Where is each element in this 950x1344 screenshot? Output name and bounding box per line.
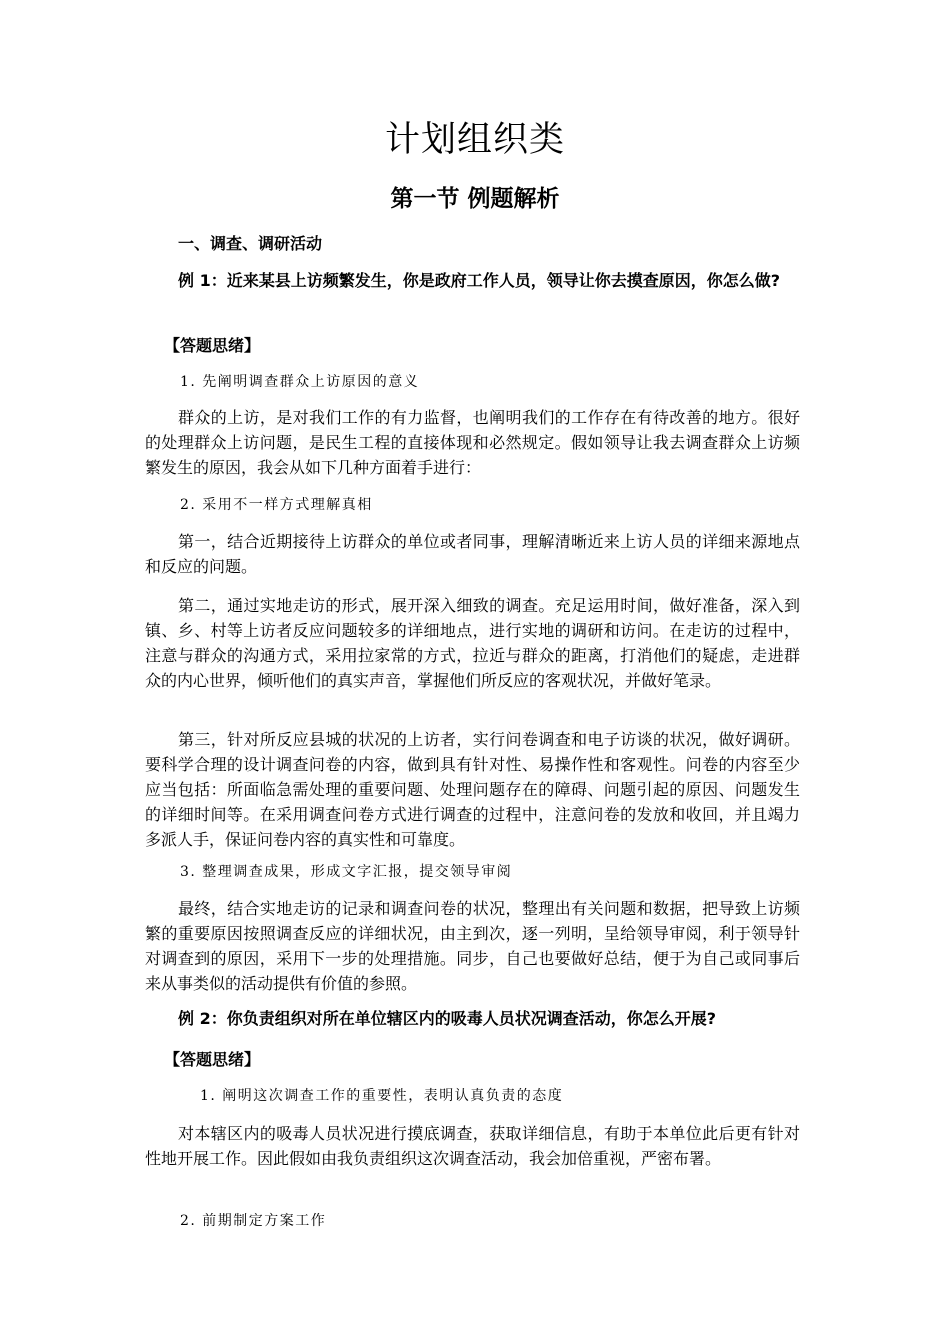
example-question-1: 例 1：近来某县上访频繁发生，你是政府工作人员，领导让你去摸查原因，你怎么做? [178,271,780,290]
section-heading: 第一节 例题解析 [390,186,560,212]
point-2-2: 2. 前期制定方案工作 [180,1213,327,1229]
point-2-1: 1. 阐明这次调查工作的重要性，表明认真负责的态度 [200,1088,564,1104]
paragraph-5: 最终，结合实地走访的记录和调查问卷的状况，整理出有关问题和数据，把导致上访频繁的重要原因按照调查反应的详细状况，由主到次，逐一列明，呈给领导审阅，利于领导针对调查到的原因，采用下一步的处理措施。同步，自己也要做好总结，便于为自己或同事后来从事类似的活动提供有价值的参照。 [145,899,800,993]
paragraph-4: 第三，针对所反应县城的状况的上访者，实行问卷调查和电子访谈的状况，做好调研。要科学合理的设计调查问卷的内容，做到具有针对性、易操作性和客观性。问卷的内容至少应当包括：所面临急需处理的重要问题、处理问题存在的障碍、问题引起的原因、问题发生的详细时间等。在采用调查问卷方式进行调查的过程中，注意问卷的发放和收回，并且竭力多派人手，保证问卷内容的真实性和可靠度。 [145,730,800,849]
page-title: 计划组织类 [384,120,565,160]
paragraph-1: 群众的上访，是对我们工作的有力监督，也阐明我们的工作存在有待改善的地方。很好的处理群众上访问题，是民生工程的直接体现和必然规定。假如领导让我去调查群众上访频繁发生的原因，我会从如下几种方面着手进行： [145,408,800,477]
paragraph-3: 第二，通过实地走访的形式，展开深入细致的调查。充足运用时间，做好准备，深入到镇、乡、村等上访者反应问题较多的详细地点，进行实地的调研和访问。在走访的过程中，注意与群众的沟通方式，采用拉家常的方式，拉近与群众的距离，打消他们的疑虑，走进群众的内心世界，倾听他们的真实声音，掌握他们所反应的客观状况，并做好笔录。 [145,596,800,690]
point-1-1: 1. 先阐明调查群众上访原因的意义 [180,374,420,390]
example-question-2: 例 2：你负责组织对所在单位辖区内的吸毒人员状况调查活动，你怎么开展? [178,1009,716,1028]
answer-idea-label-2: 【答题思绪】 [164,1050,261,1069]
subsection-heading: 一、调查、调研活动 [178,234,323,253]
point-1-2: 2. 采用不一样方式理解真相 [180,497,373,513]
paragraph-6: 对本辖区内的吸毒人员状况进行摸底调查，获取详细信息，有助于本单位此后更有针对性地开展工作。因此假如由我负责组织这次调查活动，我会加倍重视，严密布署。 [145,1124,800,1168]
point-1-3: 3. 整理调查成果，形成文字汇报，提交领导审阅 [180,864,513,880]
paragraph-2: 第一，结合近期接待上访群众的单位或者同事，理解清晰近来上访人员的详细来源地点和反应的问题。 [145,532,800,576]
answer-idea-label-1: 【答题思绪】 [164,336,261,355]
